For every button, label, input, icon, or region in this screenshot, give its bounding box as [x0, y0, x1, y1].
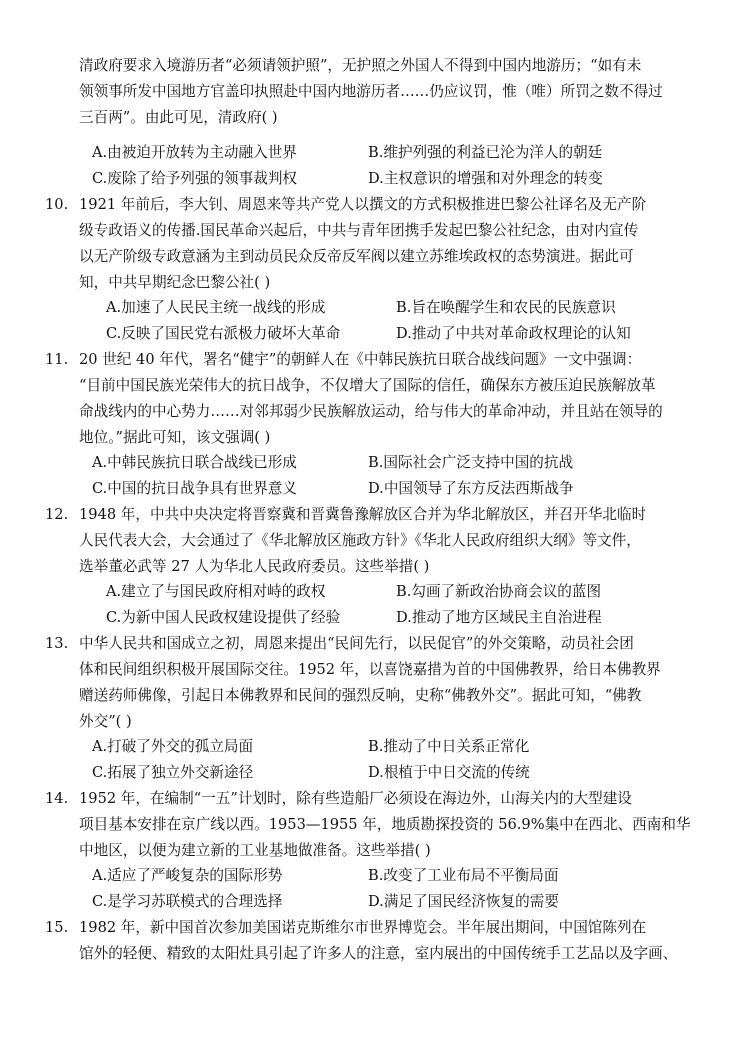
q12-stem-line-1: 12. 1948 年，中共中央决定将晋察冀和晋冀鲁豫解放区合并为华北解放区，并召开华北临时	[0, 502, 752, 528]
q13-stem-line-2: 体和民间组织积极开展国际交往。1952 年，以喜饶嘉措为首的中国佛教界，给日本佛教界	[79, 661, 661, 678]
q9-options-row-2	[0, 166, 752, 192]
q10-option-a: A.加速了人民民主统一战线的形成	[106, 299, 326, 316]
q10-stem-line-1: 10. 1921 年前后，李大钊、周恩来等共产党人以撰文的方式积极推进巴黎公社译名及无产阶	[0, 192, 752, 218]
q9-stem-line-3: 三百两”。由此可见，清政府( )	[79, 109, 278, 126]
q13-option-d: D.根植于中日交流的传统	[368, 764, 530, 781]
q13-stem-line-1: 13. 中华人民共和国成立之初，周恩来提出“民间先行，以民促官”的外交策略，动员社会团	[0, 631, 752, 657]
q11-stem-line-2: “目前中国民族光荣伟大的抗日战争，不仅增大了国际的信任，确保东方被压迫民族解放革	[79, 377, 656, 394]
q14-option-a: A.适应了严峻复杂的国际形势	[92, 867, 283, 884]
q14-number: 14.	[45, 790, 69, 807]
q14-stem-line-1: 14. 1952 年，在编制“一五”计划时，除有些造船厂必须设在海边外，山海关内的大型建设	[0, 786, 752, 812]
q13-stem-line-4: 外交”( )	[79, 713, 132, 730]
q11-options-row-1	[0, 450, 752, 476]
q14-option-d: D.满足了国民经济恢复的需要	[368, 893, 559, 910]
q13-option-b: B.推动了中日关系正常化	[368, 738, 530, 755]
q10-stem-line-4: 知，中共早期纪念巴黎公社( )	[79, 274, 271, 291]
q14-stem-line-3: 中地区，以便为建立新的工业基地做准备。这些举措( )	[79, 842, 431, 859]
q12-option-c: C.为新中国人民政权建设提供了经验	[106, 609, 341, 626]
q12-options-row-2	[0, 605, 752, 631]
q15-stem-line-2: 馆外的轻便、精致的太阳灶具引起了许多人的注意，室内展出的中国传统手工艺品以及字画、	[79, 945, 678, 962]
q11-stem-line-3: 命战线内的中心势力……对邻邦弱少民族解放运动，给与伟大的革命冲动，并且站在领导的	[79, 403, 663, 420]
q12-stem-line-2: 人民代表大会，大会通过了《华北解放区施政方针》《华北人民政府组织大纲》等文件，	[79, 532, 641, 549]
q10-number: 10.	[45, 196, 69, 213]
q10-option-c: C.反映了国民党右派极力破坏大革命	[106, 325, 341, 342]
q12-option-b: B.勾画了新政治协商会议的蓝图	[396, 583, 602, 600]
q11-stem-line-4: 地位。”据此可知，该文强调( )	[79, 429, 271, 446]
q14-option-b: B.改变了工业布局不平衡局面	[368, 867, 559, 884]
q15-stem-line-1: 15. 1982 年，新中国首次参加美国诺克斯维尔市世界博览会。半年展出期间，中国馆陈列在	[0, 915, 752, 941]
q15-number: 15.	[45, 919, 69, 936]
q11-options-row-2	[0, 476, 752, 502]
q12-option-a: A.建立了与国民政府相对峙的政权	[106, 583, 326, 600]
q14-options-row-1	[0, 863, 752, 889]
q12-options-row-1	[0, 579, 752, 605]
q13-option-a: A.打破了外交的孤立局面	[92, 738, 254, 755]
q12-number: 12.	[45, 506, 69, 523]
q9-stem-line-2: 领领事所发中国地方官盖印执照赴中国内地游历者……仍应议罚，惟（唯）所罚之数不得过	[79, 83, 663, 100]
q9-options-row-1	[0, 140, 752, 166]
q14-stem-line-2: 项目基本安排在京广线以西。1953—1955 年，地质勘探投资的 56.9%集中在西北、西南和华	[79, 816, 691, 833]
q9-option-b: B.维护列强的利益已沦为洋人的朝廷	[368, 144, 603, 161]
q10-option-b: B.旨在唤醒学生和农民的民族意识	[396, 299, 616, 316]
q9-stem-line-1: 清政府要求入境游历者“必须请领护照”，无护照之外国人不得到中国内地游历；“如有未	[79, 57, 642, 74]
q14-option-c: C.是学习苏联模式的合理选择	[92, 893, 283, 910]
q11-number: 11.	[45, 351, 69, 368]
q11-option-b: B.国际社会广泛支持中国的抗战	[368, 454, 574, 471]
q9-option-c: C.废除了给予列强的领事裁判权	[92, 170, 298, 187]
q13-number: 13.	[45, 635, 69, 652]
q13-options-row-1	[0, 734, 752, 760]
q11-option-c: C.中国的抗日战争具有世界意义	[92, 480, 298, 497]
q11-option-d: D.中国领导了东方反法西斯战争	[368, 480, 574, 497]
q10-option-d: D.推动了中共对革命政权理论的认知	[396, 325, 631, 342]
q11-stem-line-1: 11. 20 世纪 40 年代，署名“健宇”的朝鲜人在《中韩民族抗日联合战线问题》一文中强调：	[0, 347, 752, 373]
q13-stem-line-3: 赠送药师佛像，引起日本佛教界和民间的强烈反响，史称“佛教外交”。据此可知，“佛教	[79, 687, 642, 704]
q13-option-c: C.拓展了独立外交新途径	[92, 764, 254, 781]
q12-stem-line-3: 选举董必武等 27 人为华北人民政府委员。这些举措( )	[79, 558, 430, 575]
q11-option-a: A.中韩民族抗日联合战线已形成	[92, 454, 297, 471]
q12-option-d: D.推动了地方区域民主自治进程	[396, 609, 602, 626]
q13-options-row-2	[0, 760, 752, 786]
q10-stem-line-2: 级专政语义的传播.国民革命兴起后，中共与青年团携手发起巴黎公社纪念，由对内宣传	[79, 222, 639, 239]
q10-options-row-2	[0, 321, 752, 347]
q10-options-row-1	[0, 295, 752, 321]
q9-option-d: D.主权意识的增强和对外理念的转变	[368, 170, 603, 187]
q10-stem-line-3: 以无产阶级专政意涵为主到动员民众反帝反军阀以建立苏维埃政权的态势演进。据此可	[79, 248, 634, 265]
q14-options-row-2	[0, 889, 752, 915]
q9-option-a: A.由被迫开放转为主动融入世界	[92, 144, 297, 161]
